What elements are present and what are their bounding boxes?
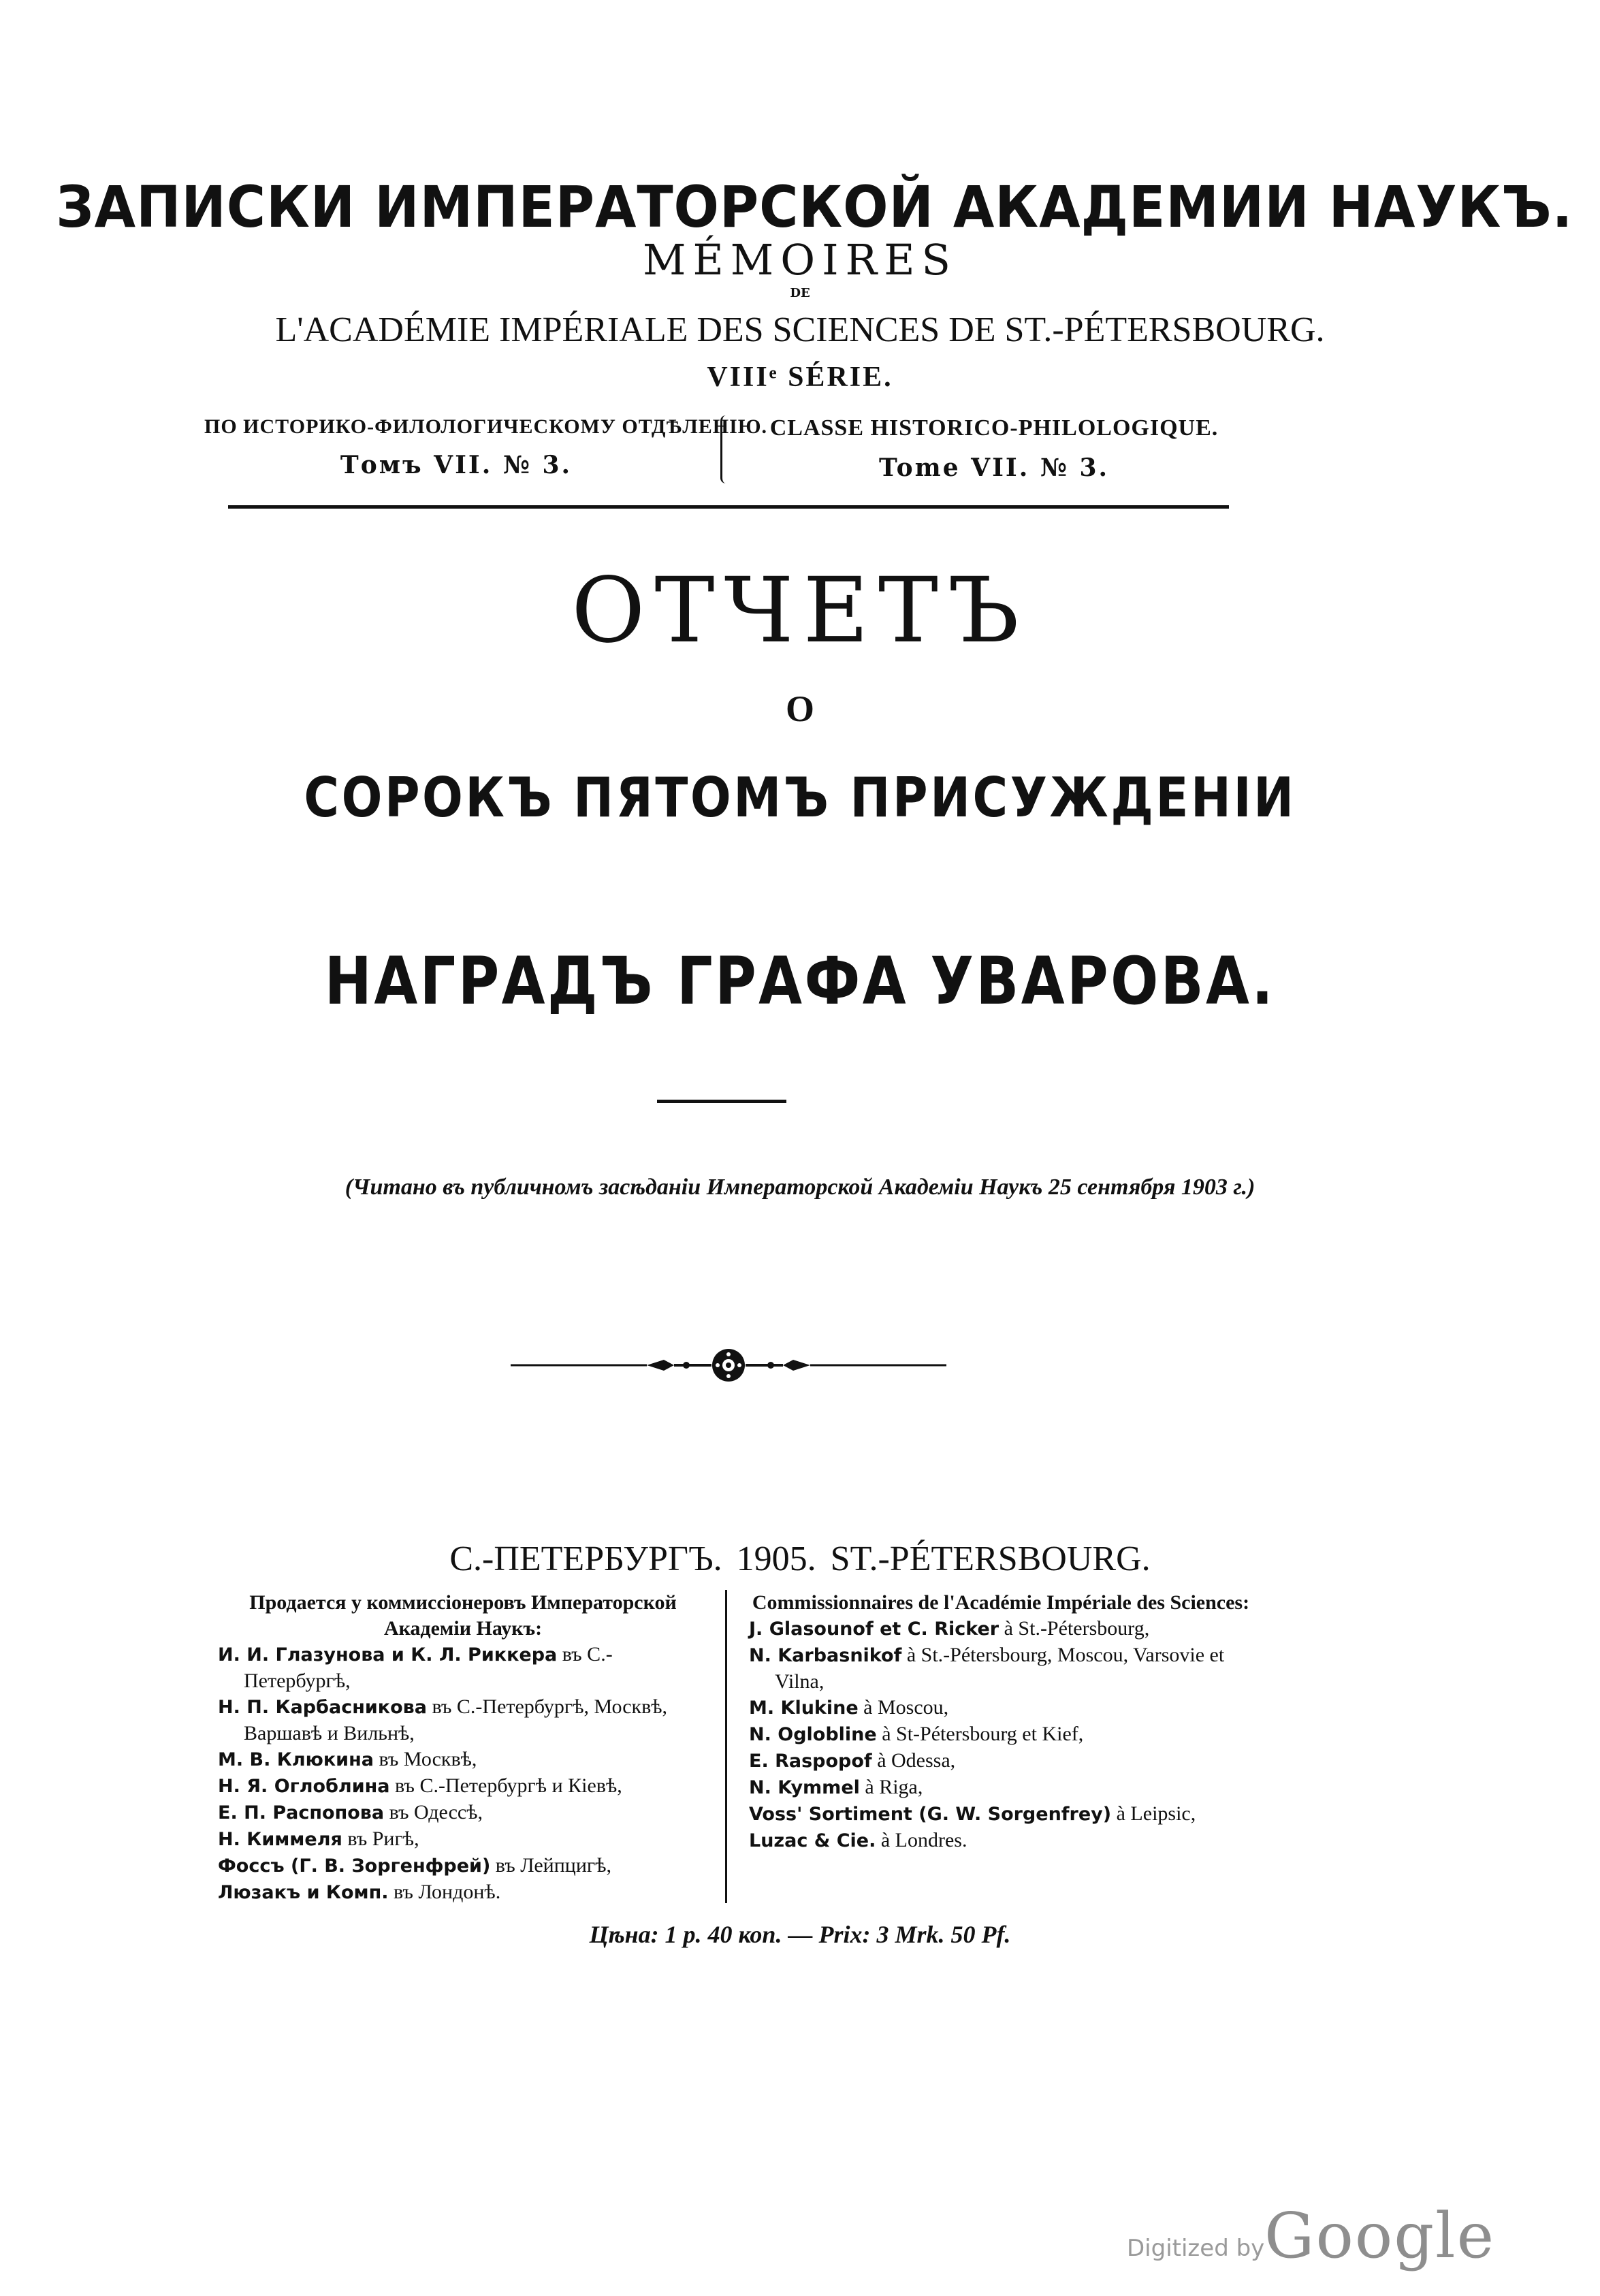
commissionaires-fr: [749, 1590, 1253, 1854]
imprint-city-fr: ST.-PÉTERSBOURG.: [830, 1540, 1151, 1578]
title-rule: [657, 1100, 786, 1103]
journal-title-ru: ЗАПИСКИ ИМПЕРАТОРСКОЙ АКАДЕМИИ НАУКЪ.: [56, 174, 1573, 240]
department-name-fr: CLASSE HISTORICO-PHILOLOGIQUE.: [769, 415, 1219, 441]
list-item: И. И. Глазунова и К. Л. Риккера въ С.-Петербургѣ,: [218, 1643, 613, 1692]
imprint-city-ru: С.-ПЕТЕРБУРГЪ.: [449, 1540, 722, 1578]
list-item: Luzac & Cie. à Londres.: [749, 1829, 967, 1851]
commissionaires-heading-fr: Commissionnaires de l'Académie Impériale des Sciences:: [752, 1591, 1250, 1614]
list-item: M. Klukine à Moscou,: [749, 1696, 949, 1719]
list-item: Н. Киммеля въ Ригѣ,: [218, 1828, 419, 1850]
read-note: (Читано въ публичномъ засѣданіи Императорской Академіи Наукъ 25 сентября 1903 г.): [345, 1175, 1255, 1200]
list-item: М. В. Клюкина въ Москвѣ,: [218, 1748, 477, 1770]
department-brace: [720, 415, 732, 483]
commissionaires: [218, 1590, 1250, 1924]
list-item: Н. Я. Оглоблина въ С.-Петербургѣ и Кіевѣ,: [218, 1774, 622, 1797]
list-item: N. Kymmel à Riga,: [749, 1776, 923, 1798]
title-line-1: СОРОКЪ ПЯТОМЪ ПРИСУЖДЕНІИ: [304, 766, 1296, 829]
list-item: N. Karbasnikof à St.-Pétersbourg, Moscou, Varsovie et Vilna,: [749, 1644, 1225, 1693]
digitized-watermark: [1127, 2199, 1496, 2281]
imprint-line: [0, 1539, 1600, 1579]
fleuron-icon: [511, 1345, 946, 1386]
list-item: Н. П. Карбасникова въ С.-Петербургѣ, Москвѣ, Варшавѣ и Вильнѣ,: [218, 1695, 668, 1744]
list-item: Люзакъ и Комп. въ Лондонѣ.: [218, 1881, 501, 1903]
google-logo: Google: [1264, 2199, 1496, 2272]
department-name-ru: ПО ИСТОРИКО-ФИЛОЛОГИЧЕСКОМУ ОТДѢЛЕНІЮ.: [204, 415, 768, 438]
price-line: Цѣна: 1 р. 40 коп. — Prix: 3 Mrk. 50 Pf.: [589, 1921, 1011, 1948]
series-label: VIIIᵉ SÉRIE.: [707, 362, 893, 393]
academie-name-fr: L'ACADÉMIE IMPÉRIALE DES SCIENCES DE ST.-PÉTERSBOURG.: [275, 310, 1325, 349]
list-item: J. Glasounof et C. Ricker à St.-Pétersbourg,: [749, 1617, 1150, 1640]
department-row: [204, 415, 1226, 497]
imprint-year: 1905.: [736, 1540, 816, 1578]
memoires-heading: MÉMOIRES: [643, 235, 957, 285]
header-rule: [228, 505, 1229, 509]
list-item: Фоссъ (Г. В. Зоргенфрей) въ Лейпцигѣ,: [218, 1854, 611, 1877]
list-item: Voss' Sortiment (G. W. Sorgenfrey) à Leipsic,: [749, 1802, 1196, 1825]
list-item: Е. П. Распопова въ Одессѣ,: [218, 1801, 483, 1823]
department-ru: [204, 415, 768, 479]
column-divider: [725, 1590, 727, 1903]
report-title: ОТЧЕТЪ: [571, 558, 1029, 663]
title-line-2: НАГРАДЪ ГРАФА УВАРОВА.: [324, 943, 1276, 1019]
volume-fr: Tome VII. № 3.: [878, 453, 1110, 482]
commissionaires-heading-ru: Продается у коммиссіонеровъ Императорской Академіи Наукъ:: [249, 1591, 677, 1640]
title-preposition: О: [785, 688, 814, 729]
commissionaires-ru: [218, 1590, 708, 1906]
department-fr: [742, 415, 1246, 482]
digitized-by-text: Digitized by: [1127, 2235, 1265, 2262]
list-item: N. Oglobline à St-Pétersbourg et Kief,: [749, 1723, 1084, 1745]
volume-ru: Томъ VII. № 3.: [340, 451, 573, 479]
memoires-de: DE: [790, 286, 810, 300]
list-item: E. Raspopof à Odessa,: [749, 1749, 956, 1772]
